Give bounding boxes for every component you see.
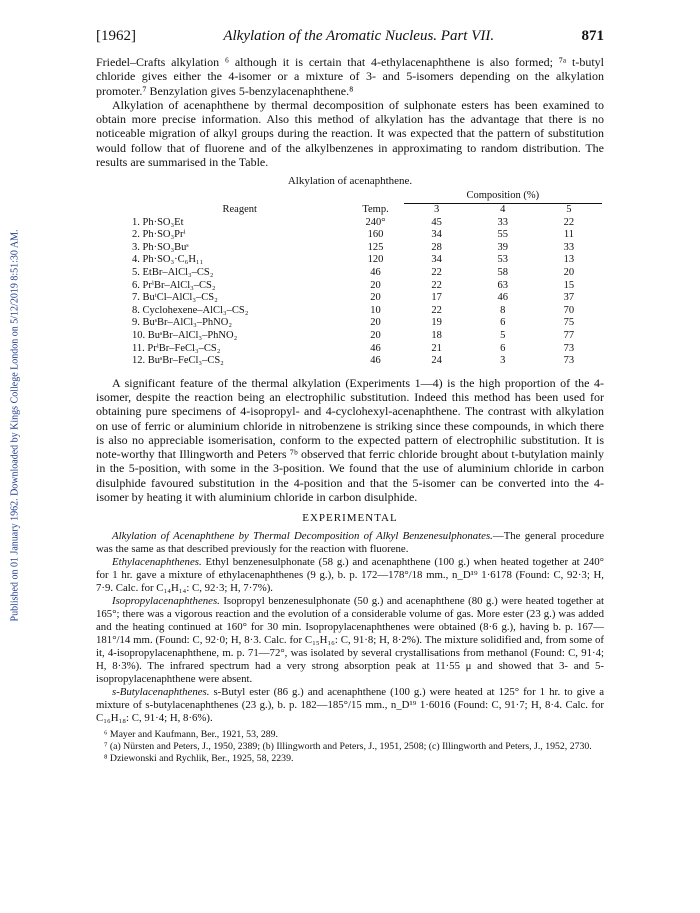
paragraph-discussion: A significant feature of the thermal alkylation (Experiments 1—4) is the high proportion of the 4-isomer, despite the reaction being an electrophilic substitution. Indeed this method has been used for obtaining pure specimens of 4-isopropyl- and 4-cyclohexyl-acenaphthene. The contrast with alkylation on use of ferric or aluminium chloride in nitrobenzene is striking since these compounds, in which there is also no appreciable isomerisation, conform to the expected pattern of electrophilic substitution. It is note-worthy that Illingworth and Peters ⁷ᵇ observed that ferric chloride brought about t-butylation mainly in the 5-position, with some in the 3-position. We found that the use of aluminium chloride in carbon disulphide favoured substitution in the 4-position and that the 5-isomer can be converted into the 4-isomer by heating it with aluminium chloride in carbon disulphide. <box>96 375 604 505</box>
cell-reagent: 6. PrⁱBr–AlCl₃–CS₂ <box>132 279 216 291</box>
footnote-8: ⁸ Dziewonski and Rychlik, Ber., 1925, 58, 2239. <box>104 752 294 764</box>
cell-pos5: 15 <box>563 279 575 291</box>
cell-pos3: 34 <box>431 229 442 241</box>
header-pos5: 5 <box>566 203 572 215</box>
table-row <box>132 280 602 293</box>
cell-pos5: 22 <box>563 216 575 228</box>
cell-temp: 240° <box>365 216 386 228</box>
cell-pos3: 19 <box>431 317 442 329</box>
cell-pos4: 33 <box>497 216 509 228</box>
cell-reagent: 7. BuᵗCl–AlCl₃–CS₂ <box>132 292 218 304</box>
download-watermark-bar <box>0 0 22 913</box>
download-watermark-text: Published on 01 January 1962. Downloaded by Kings College London on 5/12/2019 8:51:30 AM. <box>9 229 21 622</box>
cell-pos5: 77 <box>563 329 575 341</box>
table-row <box>132 343 602 356</box>
cell-pos4: 58 <box>497 266 509 278</box>
experiment-isopropyl-text: Isopropyl benzenesulphonate (50 g.) and acenaphthene (80 g.) were heated together at 165°; there was a vigorous reaction and the evolution of a considerable volume of gas. More ester (23 g.) was added and the heating continued at 160° for 30 min. Isopropylacenaphthenes were obtained (8·6 g.), having b. p. 167—181°/14 mm. (Found: C, 92·0; H, 8·3. Calc. for C₁₅H₁₆: C, 91·8; H, 8·2%). The mixture solidified and, from some of it, 4-isopropylacenaphthene, m. p. 71—72°, was isolated by several crystallisations from methanol (Found: C, 91·4; H, 8·3%). The infrared spectrum had a very strong absorption peak at 11·55 μ and showed that 3- and 5-isopropylacenaphthene were absent. <box>96 595 604 686</box>
experiment-sbutyl <box>96 686 604 725</box>
cell-temp: 10 <box>370 304 381 316</box>
cell-temp: 46 <box>370 342 381 354</box>
experiment-sbutyl-heading: s-Butylacenaphthenes. <box>112 686 210 699</box>
cell-pos5: 13 <box>563 254 575 266</box>
cell-reagent: 8. Cyclohexene–AlCl₃–CS₂ <box>132 304 249 316</box>
composition-header <box>404 190 602 204</box>
cell-temp: 46 <box>370 266 381 278</box>
page-number: 871 <box>581 28 604 44</box>
experiment-sbutyl-text: s-Butyl ester (86 g.) and acenaphthene (100 g.) were heated at 125° for 1 hr. to give a mixture of s-butylacenaphthenes (23 g.), b. p. 182—185°/15 mm., n_D¹⁹ 1·6016 (Found: C, 91·7; H, 8·4. Calc. for C₁₆H₁₈: C, 91·4; H, 8·6%). <box>96 686 604 725</box>
cell-pos5: 70 <box>563 304 575 316</box>
table-row <box>132 267 602 280</box>
header-pos4: 4 <box>500 203 506 215</box>
paragraph-method: Alkylation of acenaphthene by thermal decomposition of sulphonate esters has been examined to obtain more precise information. Also this method of alkylation has the advantage that there is no noticeable migration of alkyl groups during the reaction. It was expected that the pattern of substitution would follow that of fluorene and of the alkylbenzenes in approximating to random distribution. The results are summarised in the Table. <box>96 97 604 170</box>
cell-pos5: 37 <box>563 292 575 304</box>
cell-pos3: 45 <box>431 216 442 228</box>
cell-pos5: 11 <box>563 229 574 241</box>
header-reagent: Reagent <box>222 203 257 215</box>
cell-pos5: 73 <box>563 355 575 367</box>
cell-pos4: 5 <box>500 329 506 341</box>
cell-reagent: 11. PrⁱBr–FeCl₃–CS₂ <box>132 342 221 354</box>
table-caption: Alkylation of acenaphthene. <box>287 175 413 188</box>
table-row <box>132 242 602 255</box>
cell-reagent: 4. Ph·SO₃·C₆H₁₁ <box>132 254 204 266</box>
experiment-isopropyl-heading: Isopropylacenaphthenes. <box>112 595 220 608</box>
cell-pos4: 8 <box>500 304 506 316</box>
experimental-section <box>96 530 604 725</box>
cell-reagent: 1. Ph·SO₃Et <box>132 216 184 228</box>
cell-pos4: 6 <box>500 342 506 354</box>
cell-pos4: 39 <box>497 241 509 253</box>
table-body <box>132 217 602 368</box>
experimental-intro <box>96 530 604 556</box>
table-row <box>132 355 602 368</box>
experiment-ethyl-text: Ethyl benzenesulphonate (58 g.) and acenaphthene (100 g.) when heated together at 240° for 1 hr. gave a mixture of ethylacenaphthenes (9 g.), b. p. 172—178°/18 mm., n_D¹⁹ 1·6178 (Found: C, 92·3; H, 7·9. Calc. for C₁₄H₁₄: C, 92·3; H, 7·7%). <box>96 556 604 595</box>
table-row <box>132 330 602 343</box>
cell-temp: 20 <box>370 317 381 329</box>
results-table <box>132 190 602 367</box>
experiment-isopropyl <box>96 595 604 686</box>
cell-pos5: 20 <box>563 266 575 278</box>
table-row <box>132 317 602 330</box>
cell-pos4: 3 <box>500 355 506 367</box>
section-title-experimental: EXPERIMENTAL <box>302 512 398 525</box>
paragraph-intro: Friedel–Crafts alkylation ⁶ although it is certain that 4-ethylacenaphthene is also formed; ⁷ᵃ t-butyl chloride gives either the 4-isomer or a mixture of 3- and 5-isomers depending on the alkylation promoter.⁷ Benzylation gives 5-benzylacenaphthene.⁸ <box>96 55 604 98</box>
header-year: [1962] <box>96 28 136 44</box>
cell-temp: 20 <box>370 329 381 341</box>
header-temp: Temp. <box>362 203 389 215</box>
composition-label: Composition (%) <box>466 190 540 202</box>
cell-pos3: 24 <box>431 355 442 367</box>
cell-pos3: 21 <box>431 342 442 354</box>
table-row <box>132 254 602 267</box>
cell-reagent: 12. BuˢBr–FeCl₃–CS₂ <box>132 355 224 367</box>
cell-pos3: 22 <box>431 304 442 316</box>
cell-temp: 20 <box>370 292 381 304</box>
cell-temp: 20 <box>370 279 381 291</box>
cell-pos3: 28 <box>431 241 442 253</box>
experimental-intro-heading: Alkylation of Acenaphthene by Thermal Decomposition of Alkyl Benzenesulphonates. <box>112 530 493 543</box>
cell-temp: 120 <box>367 254 384 266</box>
cell-pos3: 22 <box>431 279 442 291</box>
cell-pos3: 18 <box>431 329 442 341</box>
cell-temp: 160 <box>367 229 384 241</box>
experiment-ethyl-heading: Ethylacenaphthenes. <box>112 556 202 569</box>
cell-pos4: 63 <box>497 279 509 291</box>
cell-pos3: 34 <box>431 254 442 266</box>
running-header <box>96 28 604 45</box>
cell-pos5: 33 <box>563 241 575 253</box>
cell-pos3: 22 <box>431 266 442 278</box>
cell-pos3: 17 <box>431 292 442 304</box>
table-row <box>132 305 602 318</box>
footnote-7: ⁷ (a) Nürsten and Peters, J., 1950, 2389; (b) Illingworth and Peters, J., 1951, 2508; (c) Illingworth and Peters, J., 1952, 2730. <box>104 741 592 753</box>
cell-reagent: 5. EtBr–AlCl₃–CS₂ <box>132 266 214 278</box>
journal-page <box>96 28 604 765</box>
experiment-ethyl <box>96 556 604 595</box>
footnote-6: ⁶ Mayer and Kaufmann, Ber., 1921, 53, 289. <box>104 729 279 741</box>
table-row <box>132 229 602 242</box>
cell-temp: 125 <box>367 241 384 253</box>
table-group-header-row <box>132 190 602 204</box>
table-row <box>132 292 602 305</box>
cell-reagent: 3. Ph·SO₃Buˢ <box>132 241 189 253</box>
cell-pos5: 75 <box>563 317 575 329</box>
cell-pos4: 6 <box>500 317 506 329</box>
cell-pos4: 55 <box>497 229 509 241</box>
cell-reagent: 2. Ph·SO₃Prⁱ <box>132 229 186 241</box>
cell-temp: 46 <box>370 355 381 367</box>
cell-pos4: 53 <box>497 254 509 266</box>
table-header-row <box>132 204 602 217</box>
header-title: Alkylation of the Aromatic Nucleus. Part VII. <box>223 28 495 44</box>
cell-reagent: 9. BuˢBr–AlCl₃–PhNO₂ <box>132 317 232 329</box>
cell-pos4: 46 <box>497 292 509 304</box>
header-pos3: 3 <box>434 203 440 215</box>
cell-reagent: 10. BuˢBr–AlCl₃–PhNO₂ <box>132 329 238 341</box>
footnotes <box>96 729 604 764</box>
cell-pos5: 73 <box>563 342 575 354</box>
table-row <box>132 217 602 230</box>
experimental-intro-text: —The general procedure was the same as that described previously for the reaction with fluorene. <box>96 530 604 556</box>
